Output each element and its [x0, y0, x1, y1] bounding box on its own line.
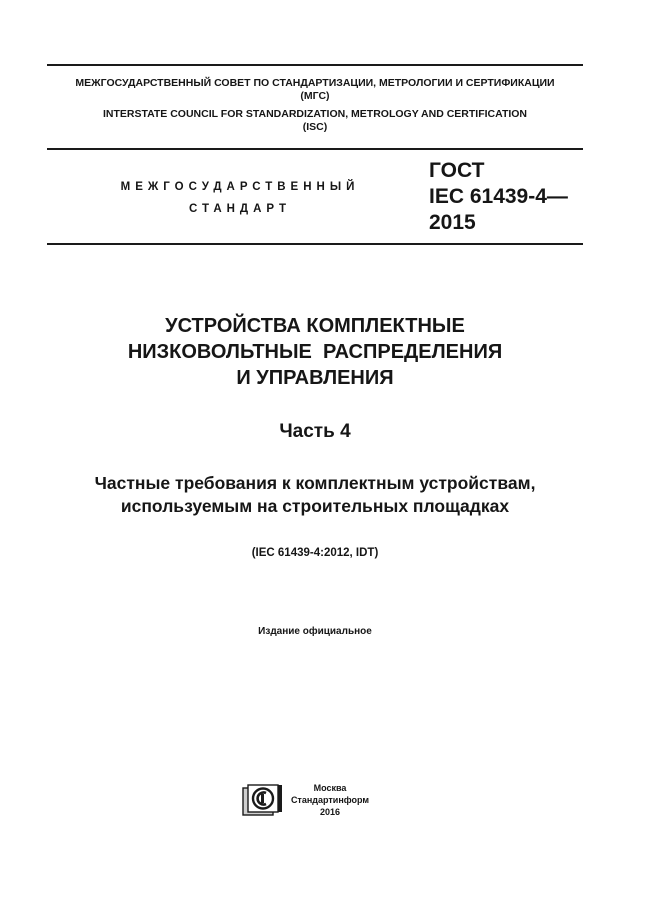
part-number: Часть 4 — [279, 421, 351, 442]
document-title — [47, 313, 583, 391]
standard-type — [100, 176, 380, 220]
publication-year: 2016 — [319, 807, 341, 817]
council-name-en-line1: INTERSTATE COUNCIL FOR STANDARDIZATION, METROLOGY AND CERTIFICATION — [102, 108, 528, 120]
council-name-ru — [47, 77, 583, 103]
title-line1: УСТРОЙСТВА КОМПЛЕКТНЫЕ — [165, 315, 465, 337]
designation-line2: IEC 61439-4— — [429, 185, 568, 208]
standartinform-logo-icon — [242, 783, 284, 817]
standard-type-line2: СТАНДАРТ — [189, 203, 291, 215]
designation-bottom-rule — [47, 243, 583, 245]
publisher-city: Москва — [313, 783, 347, 793]
standard-designation — [429, 158, 568, 236]
publisher-imprint — [284, 782, 376, 818]
council-name-en — [47, 108, 583, 134]
identity-reference: (IEC 61439-4:2012, IDT) — [251, 547, 379, 559]
council-abbr-en: (ISC) — [302, 121, 328, 133]
top-rule — [47, 64, 583, 66]
title-line2: НИЗКОВОЛЬТНЫЕ РАСПРЕДЕЛЕНИЯ — [127, 341, 503, 363]
designation-line3: 2015 — [429, 211, 476, 234]
edition-note: Издание официальное — [258, 626, 372, 637]
title-line3: И УПРАВЛЕНИЯ — [236, 367, 394, 389]
document-subtitle — [40, 472, 590, 518]
header-divider-rule — [47, 148, 583, 150]
subtitle-line2: используемым на строительных площадках — [120, 496, 510, 516]
publisher-name: Стандартинформ — [290, 795, 370, 805]
subtitle-line1: Частные требования к комплектным устройствам, — [94, 473, 536, 493]
designation-line1: ГОСТ — [429, 159, 485, 182]
council-abbr-ru: (МГС) — [300, 90, 330, 102]
standard-type-line1: МЕЖГОСУДАРСТВЕННЫЙ — [120, 181, 360, 193]
council-name-ru-line1: МЕЖГОСУДАРСТВЕННЫЙ СОВЕТ ПО СТАНДАРТИЗАЦИИ, МЕТРОЛОГИИ И СЕРТИФИКАЦИИ — [75, 77, 555, 89]
